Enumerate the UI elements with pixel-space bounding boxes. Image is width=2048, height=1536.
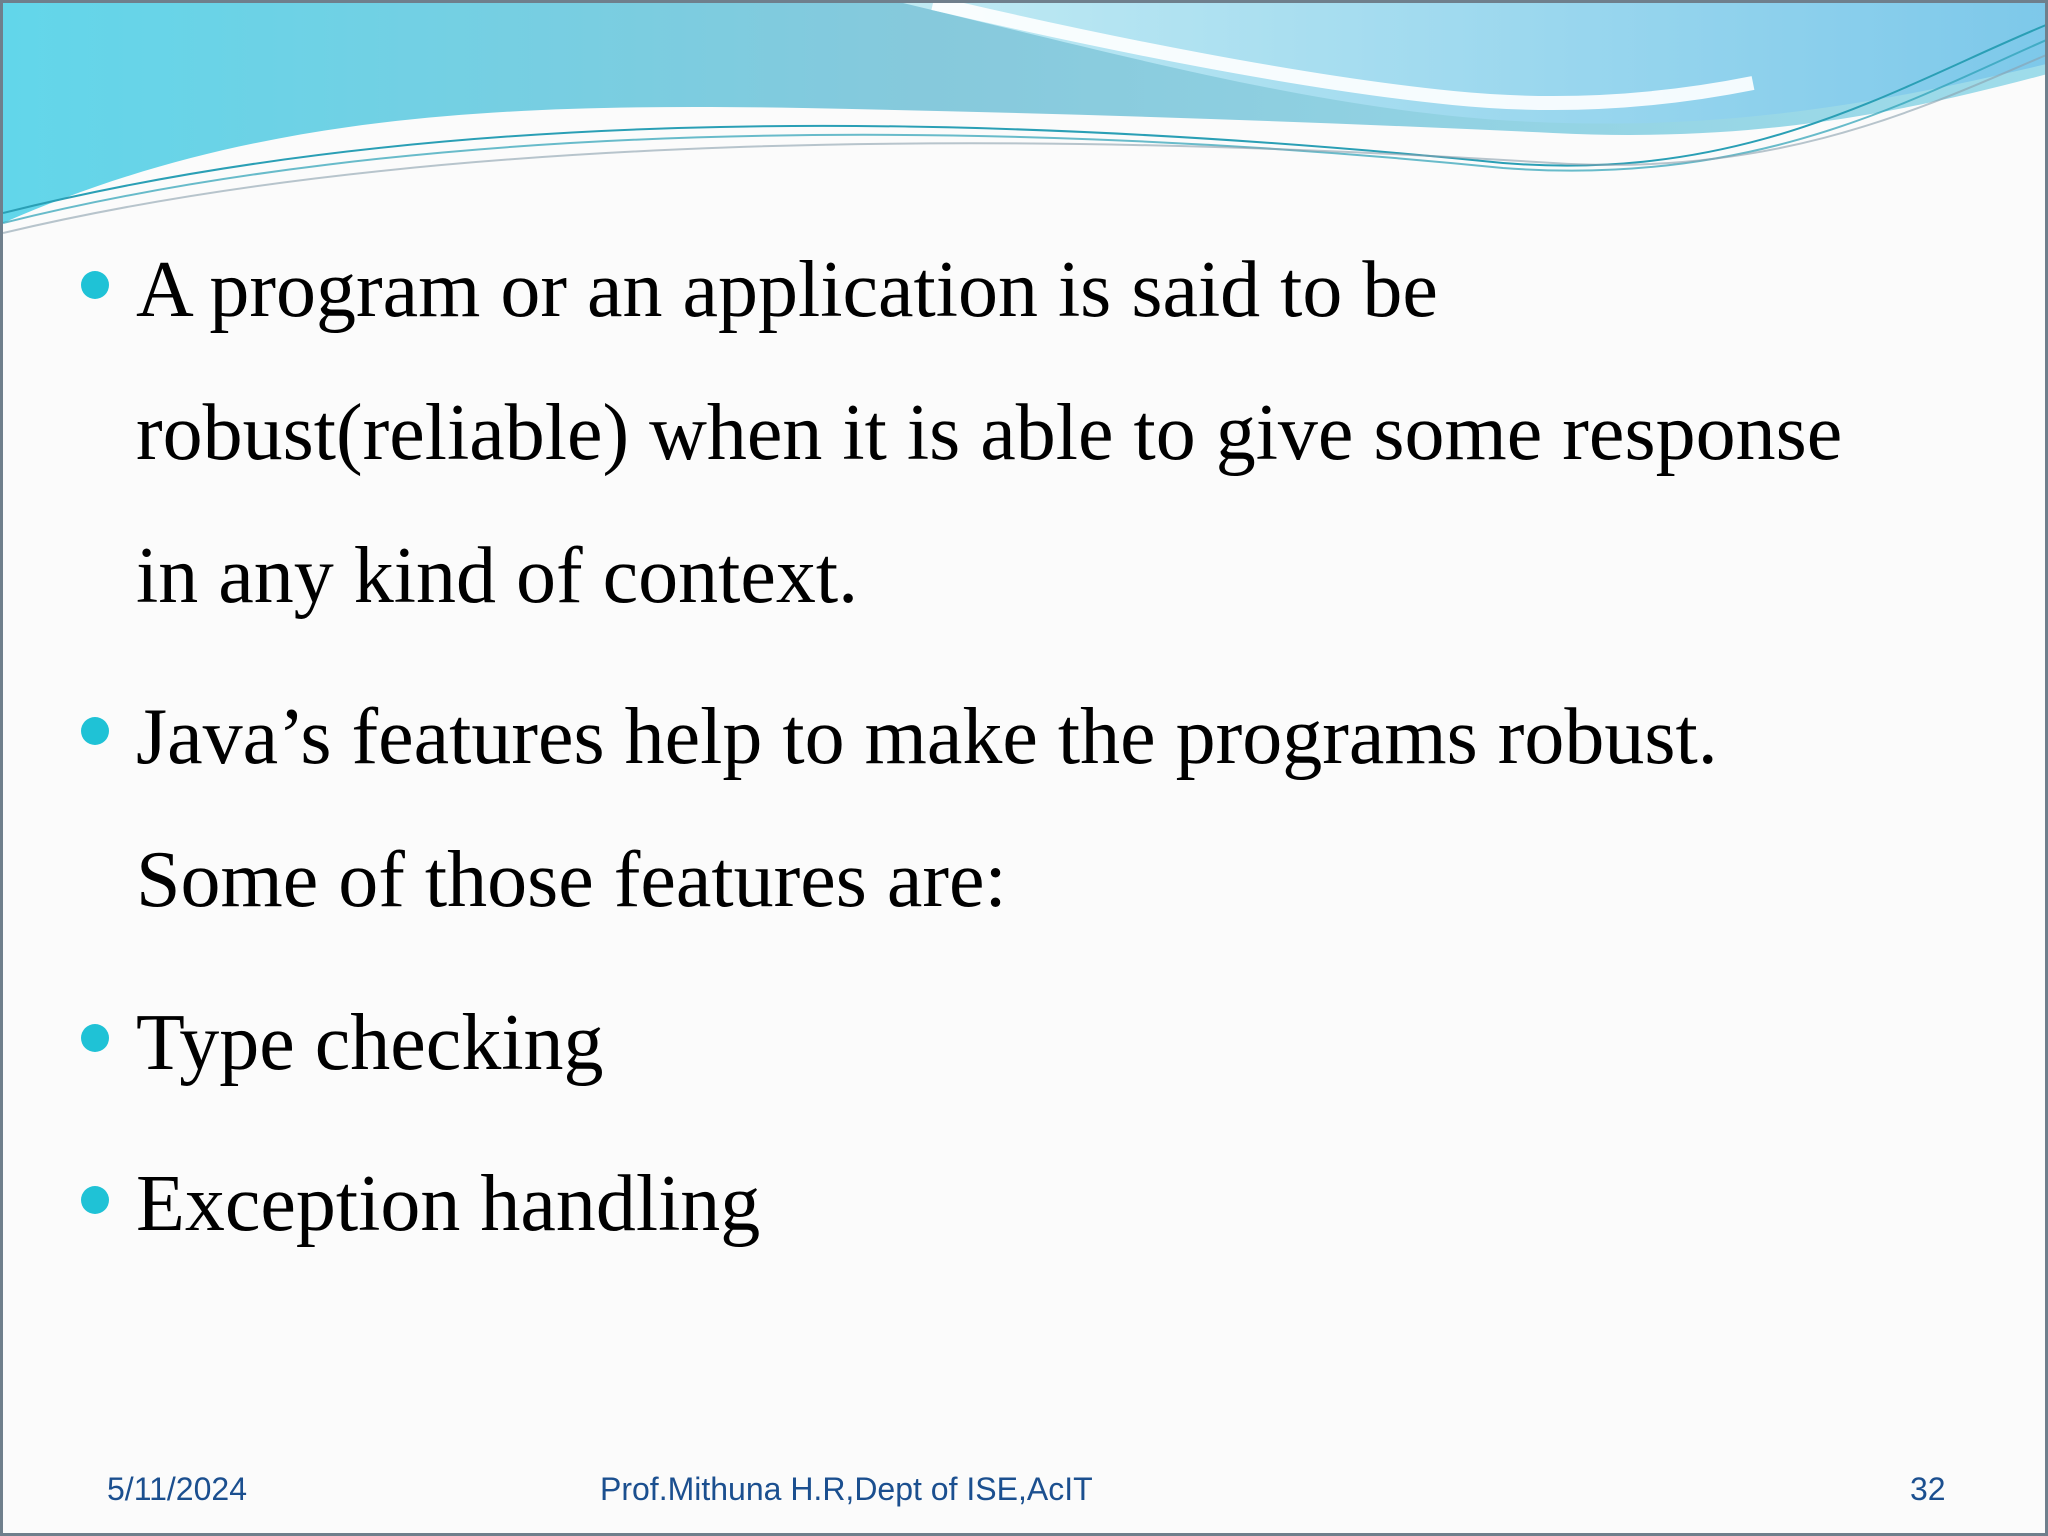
- bullet-dot-icon: [81, 717, 109, 745]
- bullet-text-line: in any kind of context.: [136, 532, 859, 620]
- slide-content: [3, 3, 2048, 1403]
- bullet-dot-icon: [81, 271, 109, 299]
- bullet-text-line: robust(reliable) when it is able to give some response: [136, 389, 1843, 477]
- footer-date: 5/11/2024: [107, 1471, 247, 1507]
- bullet-text-line: Some of those features are:: [136, 836, 1007, 924]
- footer-author: Prof.Mithuna H.R,Dept of ISE,AcIT: [600, 1471, 1093, 1507]
- bullet-text-line: Java’s features help to make the programs robust.: [136, 693, 1718, 781]
- bullet-dot-icon: [81, 1186, 109, 1214]
- bullet-text-line: Type checking: [136, 999, 604, 1087]
- bullet-dot-icon: [81, 1024, 109, 1052]
- bullet-text-line: Exception handling: [136, 1160, 761, 1248]
- footer-page-number: 32: [1910, 1471, 1946, 1507]
- bullet-text-line: A program or an application is said to be: [136, 246, 1438, 334]
